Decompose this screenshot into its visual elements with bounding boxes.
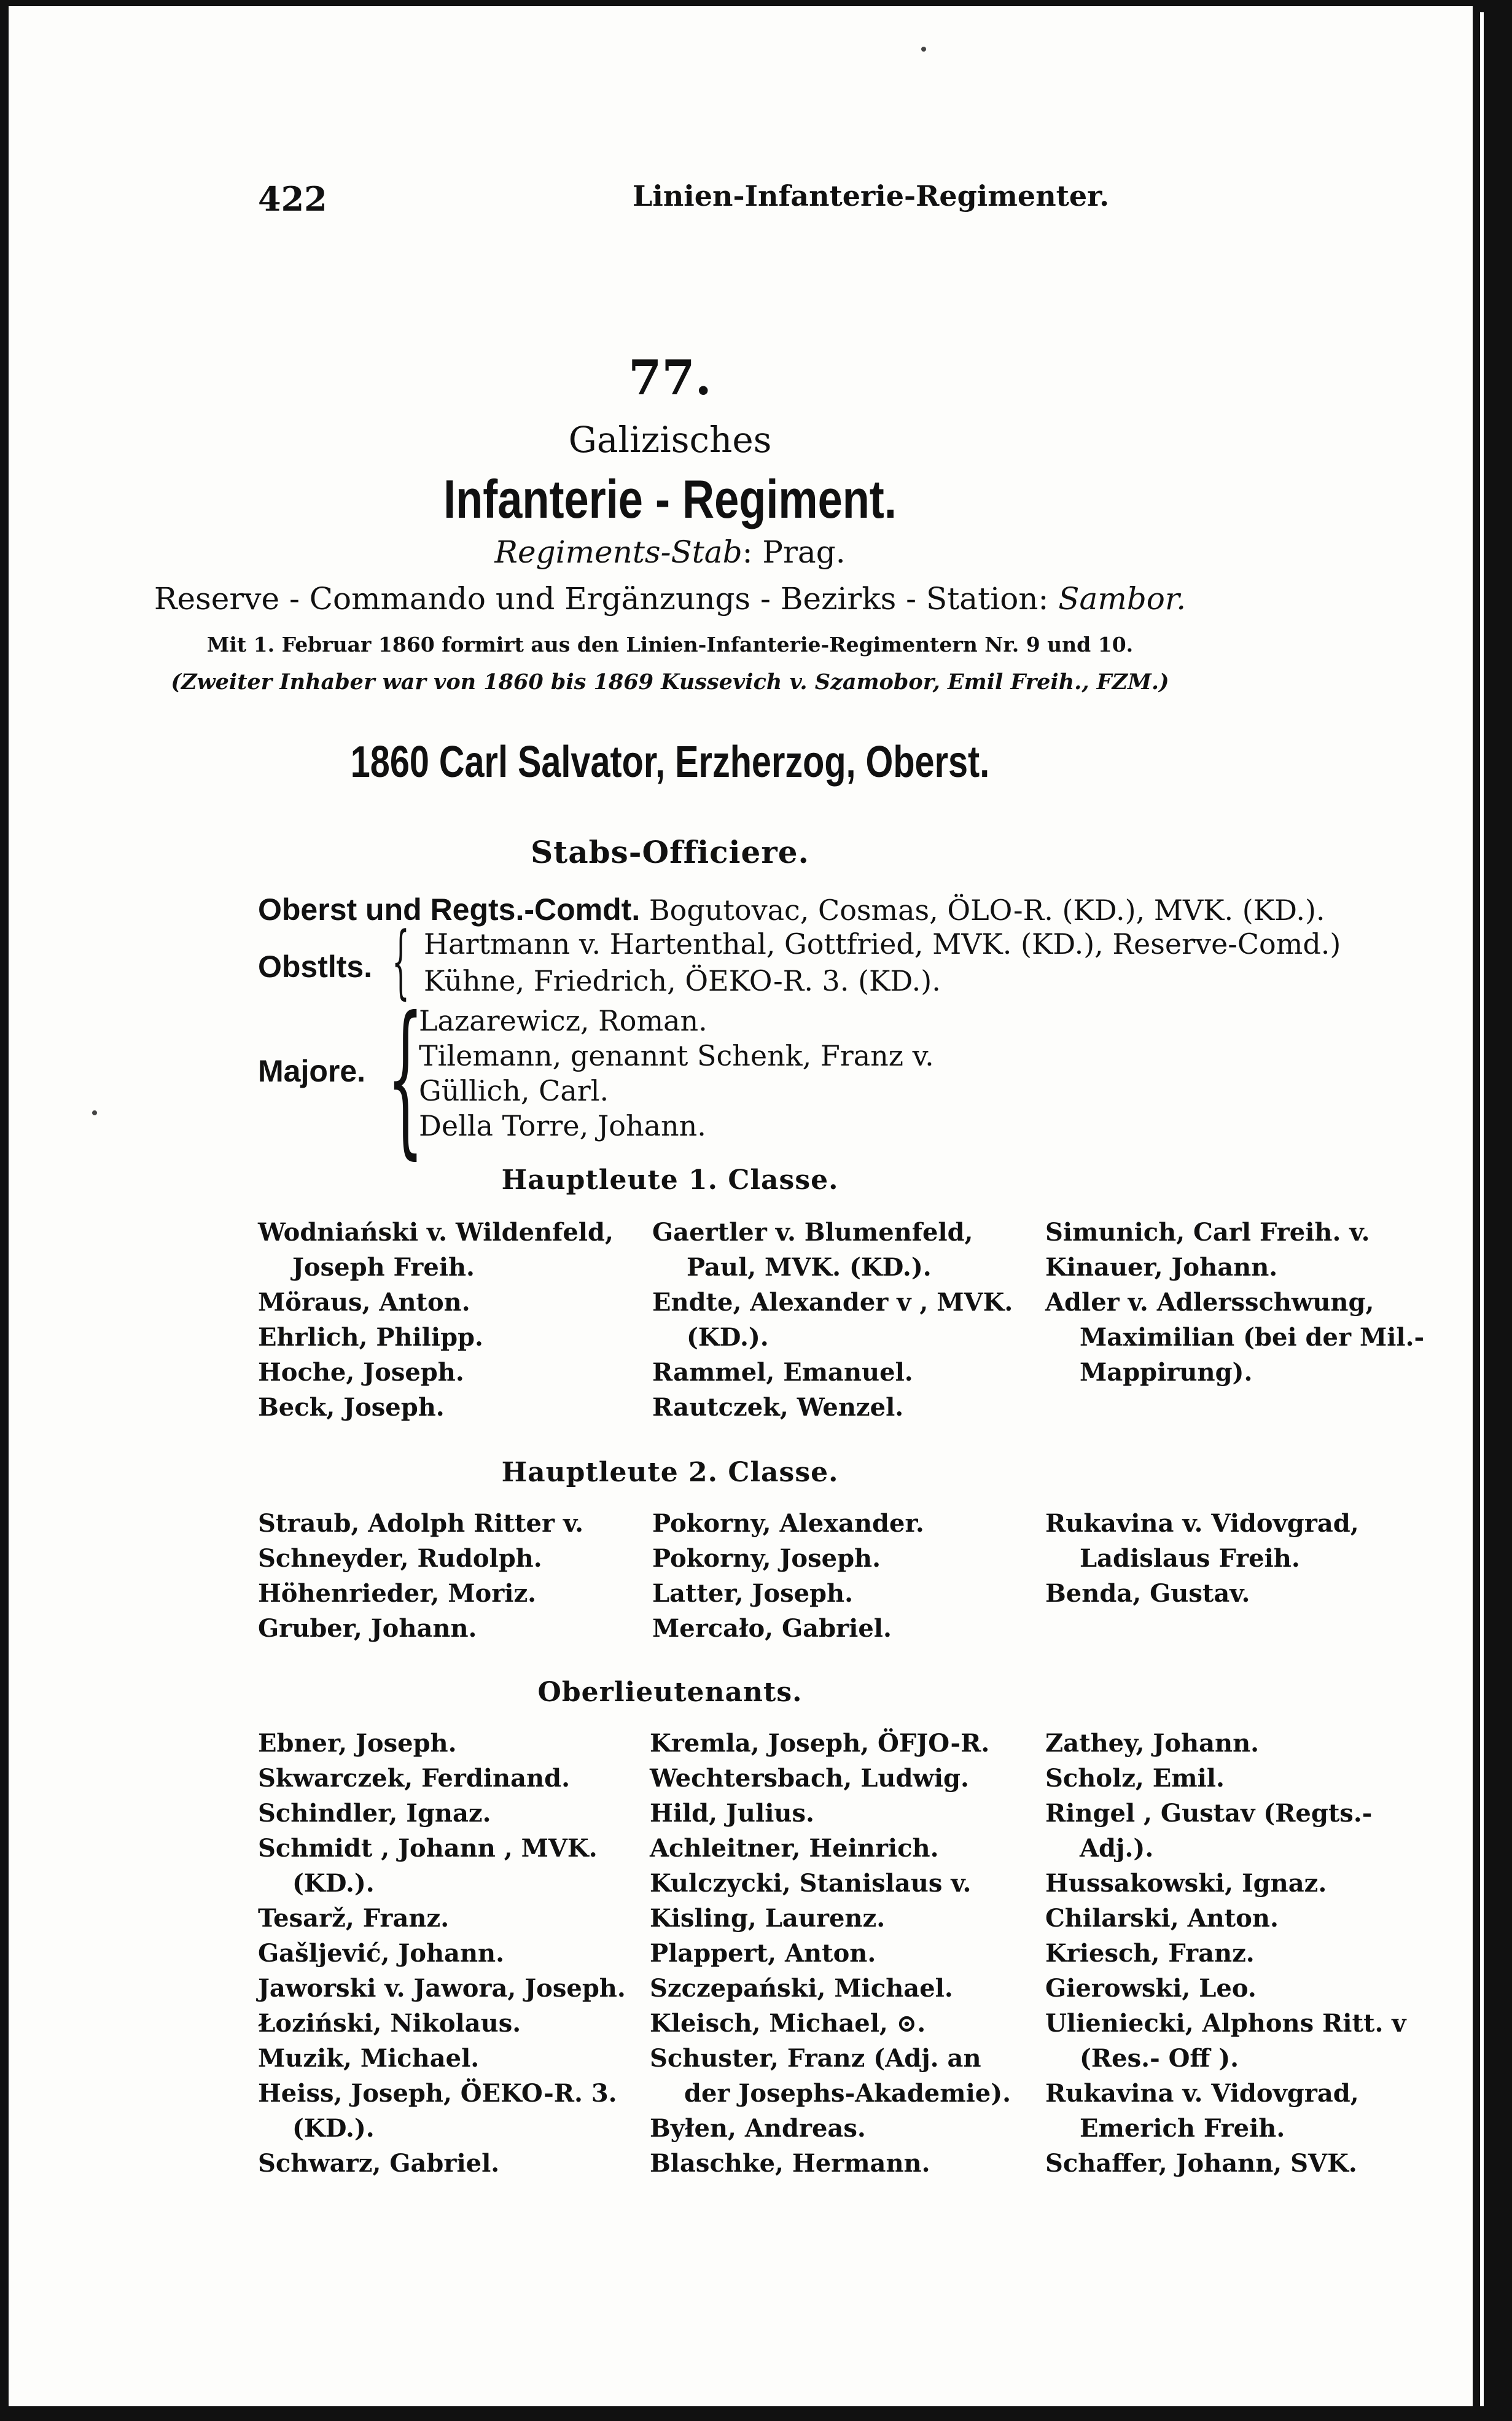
- inhaber-line: 1860 Carl Salvator, Erzherzog, Oberst.: [350, 738, 990, 787]
- list-item: Joseph Freih.: [292, 1253, 475, 1282]
- scan-speck: [92, 1110, 97, 1115]
- list-item: Muzik, Michael.: [258, 2044, 480, 2073]
- major-entry-3: Güllich, Carl.: [419, 1074, 609, 1107]
- list-item: Schuster, Franz (Adj. an: [650, 2044, 981, 2073]
- list-item: Scholz, Emil.: [1045, 1764, 1225, 1793]
- list-item: Ringel , Gustav (Regts.-: [1045, 1799, 1373, 1828]
- second-owner-note: (Zweiter Inhaber war von 1860 bis 1869 Kussevich v. Szamobor, Emil Freih., FZM.): [171, 669, 1169, 695]
- list-item: Achleitner, Heinrich.: [650, 1834, 939, 1863]
- oberlieutenants-col3: [1045, 1726, 1406, 2181]
- list-item: Rukavina v. Vidovgrad,: [1045, 1509, 1359, 1538]
- list-item: Kisling, Laurenz.: [650, 1904, 886, 1933]
- stab-label: Regiments-Stab: [494, 534, 742, 570]
- list-item: Ebner, Joseph.: [258, 1729, 457, 1758]
- oberst-label: Oberst und Regts.-Comdt.: [258, 892, 641, 927]
- list-item: Rammel, Emanuel.: [652, 1358, 913, 1387]
- list-item: Mercało, Gabriel.: [652, 1614, 892, 1643]
- list-item: Möraus, Anton.: [258, 1288, 470, 1317]
- list-item: Emerich Freih.: [1080, 2114, 1285, 2143]
- obstlt-entry-2: Kühne, Friedrich, ÖEKO-R. 3. (KD.).: [424, 964, 941, 997]
- list-item: Schindler, Ignaz.: [258, 1799, 491, 1828]
- majore-label: Majore.: [258, 1054, 366, 1088]
- list-item: Chilarski, Anton.: [1045, 1904, 1279, 1933]
- list-item: Wodniański v. Wildenfeld,: [258, 1218, 614, 1247]
- list-item: Hild, Julius.: [650, 1799, 814, 1828]
- scan-speck: [921, 47, 926, 52]
- list-item: Szczepański, Michael.: [650, 1974, 953, 2003]
- list-item: Endte, Alexander v , MVK.: [652, 1288, 1013, 1317]
- list-item: Plappert, Anton.: [650, 1939, 876, 1968]
- list-item: Tesarž, Franz.: [258, 1904, 450, 1933]
- list-item: Wechtersbach, Ludwig.: [650, 1764, 969, 1793]
- scan-border-right-line: [1480, 12, 1484, 2407]
- hauptleute2-heading: Hauptleute 2. Classe.: [501, 1457, 839, 1488]
- list-item: Schaffer, Johann, SVK.: [1045, 2149, 1357, 2178]
- list-item: Gierowski, Leo.: [1045, 1974, 1257, 2003]
- page-number: 422: [258, 179, 327, 219]
- majore-brace: {: [387, 981, 424, 1174]
- regiment-stab: [0, 534, 1426, 570]
- list-item: Gašljević, Johann.: [258, 1939, 505, 1968]
- stabs-heading: Stabs-Officiere.: [531, 834, 809, 870]
- reserve-label: Reserve - Commando und Ergänzungs - Bezirks - Station:: [154, 581, 1049, 617]
- hauptleute2-col2: [652, 1506, 924, 1646]
- list-item: Schneyder, Rudolph.: [258, 1544, 542, 1573]
- major-entry-2: Tilemann, genannt Schenk, Franz v.: [419, 1039, 934, 1072]
- list-item: (Res.- Off ).: [1080, 2044, 1239, 2073]
- list-item: Gaertler v. Blumenfeld,: [652, 1218, 973, 1247]
- obstlts-brace: {: [392, 914, 410, 1008]
- list-item: Byłen, Andreas.: [650, 2114, 866, 2143]
- list-item: (KD.).: [292, 1869, 375, 1898]
- regiment-subtitle: Galizisches: [568, 419, 772, 461]
- major-entry-1: Lazarewicz, Roman.: [419, 1004, 707, 1037]
- list-item: Beck, Joseph.: [258, 1393, 445, 1422]
- hauptleute1-heading: Hauptleute 1. Classe.: [501, 1164, 839, 1196]
- reserve-value: Sambor.: [1058, 581, 1187, 617]
- list-item: Kinauer, Johann.: [1045, 1253, 1278, 1282]
- obstlt-entry-1: Hartmann v. Hartenthal, Gottfried, MVK. (KD.), Reserve-Comd.): [424, 927, 1341, 961]
- list-item: Heiss, Joseph, ÖEKO-R. 3.: [258, 2079, 617, 2108]
- list-item: Kremla, Joseph, ÖFJO-R.: [650, 1729, 990, 1758]
- list-item: Straub, Adolph Ritter v.: [258, 1509, 584, 1538]
- hauptleute1-col3: [1045, 1215, 1424, 1390]
- list-item: (KD.).: [687, 1323, 769, 1352]
- oberst-text: Bogutovac, Cosmas, ÖLO-R. (KD.), MVK. (KD.).: [649, 894, 1325, 927]
- list-item: Simunich, Carl Freih. v.: [1045, 1218, 1370, 1247]
- list-item: Mappirung).: [1080, 1358, 1253, 1387]
- list-item: Adler v. Adlersschwung,: [1045, 1288, 1374, 1317]
- reserve-station: [0, 581, 1426, 617]
- hauptleute1-col1: [258, 1215, 614, 1425]
- major-entry-4: Della Torre, Johann.: [419, 1109, 706, 1142]
- hauptleute2-col3: [1045, 1506, 1359, 1611]
- list-item: Latter, Joseph.: [652, 1579, 854, 1608]
- list-item: Rautczek, Wenzel.: [652, 1393, 904, 1422]
- list-item: Zathey, Johann.: [1045, 1729, 1260, 1758]
- list-item: Benda, Gustav.: [1045, 1579, 1250, 1608]
- list-item: Schwarz, Gabriel.: [258, 2149, 500, 2178]
- list-item: Paul, MVK. (KD.).: [687, 1253, 932, 1282]
- list-item: Kriesch, Franz.: [1045, 1939, 1255, 1968]
- scan-border-bottom: [0, 2406, 1512, 2421]
- list-item: Maximilian (bei der Mil.-: [1080, 1323, 1425, 1352]
- stab-value: : Prag.: [742, 534, 846, 570]
- oberlieutenants-col2: [650, 1726, 1011, 2181]
- list-item: Gruber, Johann.: [258, 1614, 477, 1643]
- list-item: Pokorny, Alexander.: [652, 1509, 924, 1538]
- hauptleute1-col2: [652, 1215, 1013, 1425]
- oberlieutenants-heading: Oberlieutenants.: [537, 1677, 803, 1708]
- list-item: Hussakowski, Ignaz.: [1045, 1869, 1327, 1898]
- oberst-line: [258, 892, 1325, 927]
- list-item: Adj.).: [1080, 1834, 1154, 1863]
- list-item: Kleisch, Michael, ⊙.: [650, 2009, 926, 2038]
- hauptleute2-col1: [258, 1506, 583, 1646]
- regiment-title: Infanterie - Regiment.: [443, 469, 897, 529]
- obstlts-label: Obstlts.: [258, 949, 373, 984]
- list-item: der Josephs-Akademie).: [684, 2079, 1011, 2108]
- regiment-number: 77.: [628, 350, 712, 406]
- list-item: Ladislaus Freih.: [1080, 1544, 1300, 1573]
- oberlieutenants-col1: [258, 1726, 626, 2181]
- list-item: Ulieniecki, Alphons Ritt. v: [1045, 2009, 1406, 2038]
- list-item: (KD.).: [292, 2114, 375, 2143]
- list-item: Schmidt , Johann , MVK.: [258, 1834, 598, 1863]
- list-item: Pokorny, Joseph.: [652, 1544, 881, 1573]
- scan-border-right: [1473, 0, 1512, 2421]
- running-title: Linien-Infanterie-Regimenter.: [633, 179, 1110, 212]
- list-item: Kulczycki, Stanislaus v.: [650, 1869, 972, 1898]
- scan-border-top: [0, 0, 1512, 6]
- list-item: Hoche, Joseph.: [258, 1358, 464, 1387]
- list-item: Höhenrieder, Moriz.: [258, 1579, 537, 1608]
- list-item: Ehrlich, Philipp.: [258, 1323, 483, 1352]
- list-item: Blaschke, Hermann.: [650, 2149, 930, 2178]
- formation-note: Mit 1. Februar 1860 formirt aus den Linien-Infanterie-Regimentern Nr. 9 und 10.: [206, 633, 1134, 657]
- list-item: Rukavina v. Vidovgrad,: [1045, 2079, 1359, 2108]
- list-item: Skwarczek, Ferdinand.: [258, 1764, 570, 1793]
- list-item: Łoziński, Nikolaus.: [258, 2009, 521, 2038]
- list-item: Jaworski v. Jawora, Joseph.: [258, 1974, 626, 2003]
